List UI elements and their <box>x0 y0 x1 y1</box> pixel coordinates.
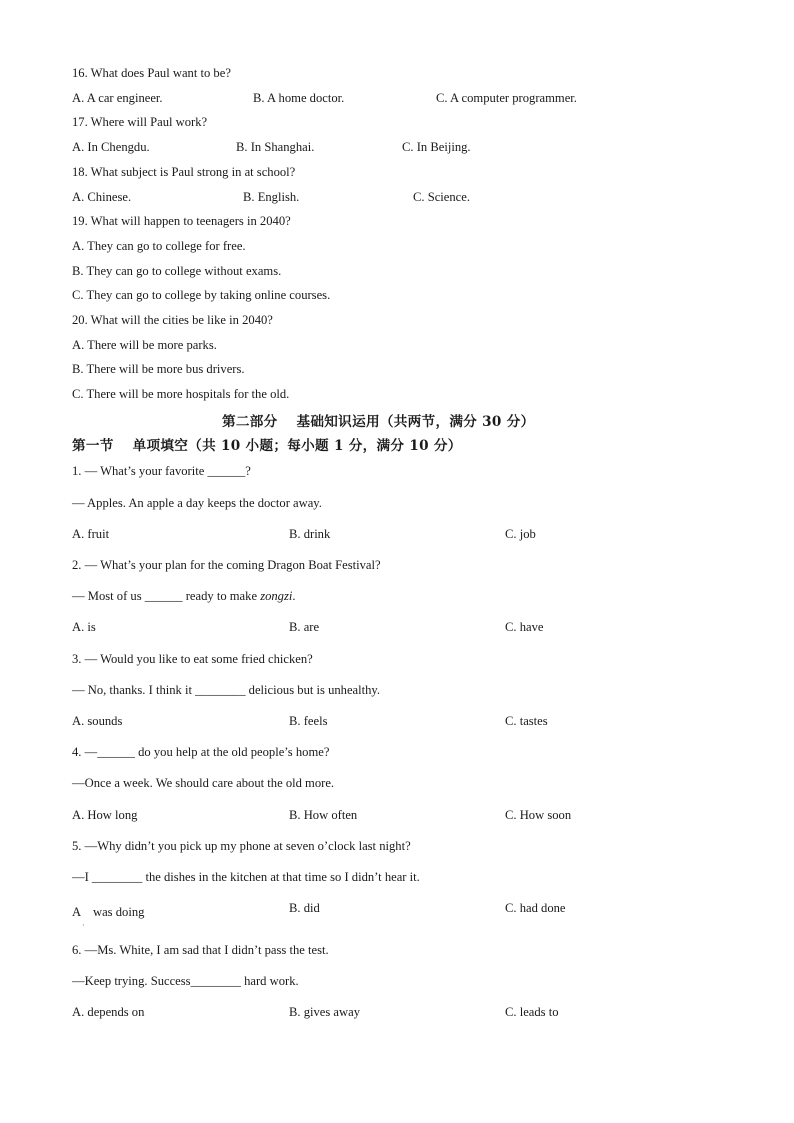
mc-answer-3: — No, thanks. I think it ________ delicious but is unhealthy. <box>72 683 381 697</box>
mc2-option-b: B. are <box>289 620 320 634</box>
mc6-option-b: B. gives away <box>289 1005 360 1019</box>
mc6-option-a: A. depends on <box>72 1005 145 1019</box>
q19-option-c: C. They can go to college by taking online courses. <box>72 288 331 302</box>
q20-option-a: A. There will be more parks. <box>72 338 217 352</box>
q20-option-b: B. There will be more bus drivers. <box>72 362 245 376</box>
mc-question-1: 1. — What’s your favorite ______? <box>72 464 251 478</box>
mc-answer-4: —Once a week. We should care about the old more. <box>72 776 335 790</box>
mc1-option-a: A. fruit <box>72 527 110 541</box>
mc-question-3: 3. — Would you like to eat some fried chicken? <box>72 652 313 666</box>
mc2-option-c: C. have <box>505 620 544 634</box>
q18-option-a: A. Chinese. <box>72 190 132 204</box>
q17-option-b: B. In Shanghai. <box>236 140 315 154</box>
q18-option-c: C. Science. <box>413 190 471 204</box>
mc-answer-2 <box>72 589 296 604</box>
mc1-option-b: B. drink <box>289 527 331 541</box>
mc5-option-c: C. had done <box>505 901 566 915</box>
section1-title: 第一节 单项填空（共 10 小题；每小题 1 分，满分 10 分） <box>72 438 462 454</box>
mc-answer-1: — Apples. An apple a day keeps the doctor away. <box>72 496 322 510</box>
mc-question-4: 4. —______ do you help at the old people’s home? <box>72 745 330 759</box>
question-17: 17. Where will Paul work? <box>72 115 208 129</box>
mc3-option-c: C. tastes <box>505 714 548 728</box>
question-19: 19. What will happen to teenagers in 2040? <box>72 214 291 228</box>
mc3-option-b: B. feels <box>289 714 328 728</box>
mc4-option-c: C. How soon <box>505 808 572 822</box>
stray-dot-mark: · <box>82 921 85 930</box>
mc5-option-b: B. did <box>289 901 320 915</box>
mc-answer-2-end: . <box>292 589 296 603</box>
question-16: 16. What does Paul want to be? <box>72 66 231 80</box>
mc6-option-c: C. leads to <box>505 1005 559 1019</box>
q16-option-a: A. A car engineer. <box>72 91 163 105</box>
part2-title: 第二部分 基础知识运用（共两节，满分 30 分） <box>222 414 535 430</box>
mc-question-6: 6. —Ms. White, I am sad that I didn’t pass the test. <box>72 943 329 957</box>
mc3-option-a: A. sounds <box>72 714 123 728</box>
mc4-option-b: B. How often <box>289 808 358 822</box>
zongzi-word: zongzi <box>260 589 293 603</box>
q19-option-a: A. They can go to college for free. <box>72 239 246 253</box>
mc5-option-a: A was doing <box>72 905 145 919</box>
q17-option-c: C. In Beijing. <box>402 140 471 154</box>
mc-answer-2-text: — Most of us ______ ready to make <box>72 589 261 603</box>
q16-option-c: C. A computer programmer. <box>436 91 577 105</box>
mc4-option-a: A. How long <box>72 808 138 822</box>
q18-option-b: B. English. <box>243 190 300 204</box>
mc-answer-5: —I ________ the dishes in the kitchen at that time so I didn’t hear it. <box>72 870 420 884</box>
question-20: 20. What will the cities be like in 2040? <box>72 313 273 327</box>
mc-question-5: 5. —Why didn’t you pick up my phone at seven o’clock last night? <box>72 839 411 853</box>
q20-option-c: C. There will be more hospitals for the old. <box>72 387 290 401</box>
mc-question-2: 2. — What’s your plan for the coming Dragon Boat Festival? <box>72 558 381 572</box>
mc1-option-c: C. job <box>505 527 536 541</box>
q17-option-a: A. In Chengdu. <box>72 140 150 154</box>
question-18: 18. What subject is Paul strong in at school? <box>72 165 296 179</box>
mc2-option-a: A. is <box>72 620 96 634</box>
q19-option-b: B. They can go to college without exams. <box>72 264 282 278</box>
mc-answer-6: —Keep trying. Success________ hard work. <box>72 974 299 988</box>
q16-option-b: B. A home doctor. <box>253 91 345 105</box>
